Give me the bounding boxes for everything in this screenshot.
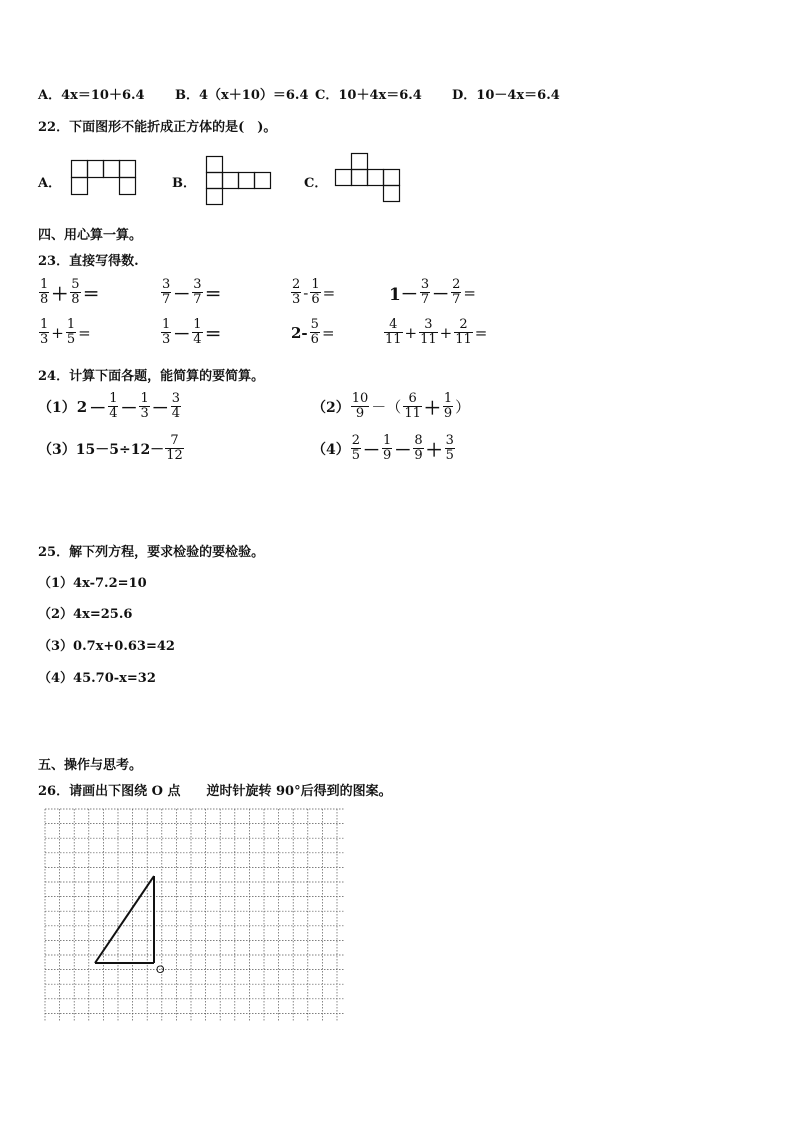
q26-title: 26．请画出下图绕 O 点 逆时针旋转 90°后得到的图案。	[38, 784, 392, 799]
q24-problem-2: （2） $\frac{10}{9}$ －（ $\frac{6}{11}$ ＋ $\frac{1}{9}$ ）	[312, 391, 471, 421]
q24-problem-1: （1） 2 － $\frac{1}{4}$ － $\frac{1}{3}$ － $\frac{3}{4}$	[38, 391, 181, 421]
fraction: $\frac{1}{4}$	[109, 391, 118, 421]
q22-option-c-label: C．	[304, 176, 328, 191]
q22-title: 22．下面图形不能折成正方体的是( )。	[38, 120, 277, 135]
fraction: $\frac{1}{9}$	[443, 391, 453, 421]
q23-item-8: $\frac{4}{11}$ + $\frac{3}{11}$ + $\frac{2}{11}$ =	[385, 317, 488, 347]
point-o-label: O	[156, 964, 165, 976]
q25-equation-4: （4）45.70-x=32	[38, 671, 156, 686]
q23-item-7: 2- $\frac{5}{6}$ =	[291, 317, 335, 347]
q21-option-d: D．10－4x＝6.4	[452, 88, 560, 103]
cube-net-a	[71, 160, 139, 196]
fraction: $\frac{4}{11}$	[385, 317, 402, 347]
section-5-title: 五、操作与思考。	[38, 758, 143, 773]
q25-equation-3: （3）0.7x+0.63=42	[38, 639, 175, 654]
fraction: $\frac{1}{9}$	[383, 433, 392, 463]
q25-equation-1: （1）4x-7.2=10	[38, 576, 147, 591]
fraction: $\frac{3}{11}$	[420, 317, 437, 347]
fraction: $\frac{8}{9}$	[414, 433, 423, 463]
q23-item-5: $\frac{1}{3}$ + $\frac{1}{5}$ =	[40, 317, 91, 347]
fraction: $\frac{3}{5}$	[445, 433, 454, 463]
q25-title: 25．解下列方程，要求检验的要检验。	[38, 545, 265, 560]
q23-item-3: $\frac{2}{3}$ - $\frac{1}{6}$ =	[292, 277, 336, 307]
q23-item-2: $\frac{3}{7}$ － $\frac{3}{7}$ ＝	[162, 277, 222, 307]
fraction: $\frac{2}{3}$	[292, 277, 301, 307]
fraction: $\frac{1}{8}$	[40, 277, 49, 307]
fraction: $\frac{5}{8}$	[71, 277, 80, 307]
q21-option-b: B．4（x＋10）＝6.4	[175, 88, 309, 103]
fraction: $\frac{1}{3}$	[40, 317, 49, 347]
fraction: $\frac{1}{5}$	[66, 317, 76, 347]
q23-item-6: $\frac{1}{3}$ － $\frac{1}{4}$ ＝	[162, 317, 222, 347]
fraction: $\frac{7}{12}$	[166, 433, 183, 463]
triangle-figure	[95, 876, 154, 963]
q21-option-a: A．4x＝10＋6.4	[38, 88, 145, 103]
fraction: $\frac{10}{9}$	[351, 391, 369, 421]
q24-problem-3: （3） 15－5÷12－ $\frac{7}{12}$	[38, 433, 183, 463]
q24-problem-4: （4） $\frac{2}{5}$ － $\frac{1}{9}$ － $\frac{8}{9}$ ＋ $\frac{3}{5}$	[312, 433, 454, 463]
fraction: $\frac{3}{7}$	[162, 277, 171, 307]
fraction: $\frac{1}{3}$	[140, 391, 149, 421]
q23-title: 23．直接写得数.	[38, 254, 139, 269]
fraction: $\frac{2}{5}$	[351, 433, 361, 463]
fraction: $\frac{6}{11}$	[404, 391, 421, 421]
section-4-title: 四、用心算一算。	[38, 228, 143, 243]
q21-option-c: C．10＋4x＝6.4	[315, 88, 422, 103]
fraction: $\frac{2}{7}$	[452, 277, 461, 307]
fraction: $\frac{1}{4}$	[193, 317, 202, 347]
fraction: $\frac{3}{7}$	[420, 277, 430, 307]
q23-item-1: $\frac{1}{8}$ ＋ $\frac{5}{8}$ ＝	[40, 277, 100, 307]
fraction: $\frac{1}{3}$	[162, 317, 171, 347]
q25-equation-2: （2）4x=25.6	[38, 607, 133, 622]
fraction: $\frac{3}{4}$	[171, 391, 181, 421]
fraction: $\frac{1}{6}$	[311, 277, 320, 307]
dotted-grid	[44, 808, 346, 1024]
q23-item-4: 1－ $\frac{3}{7}$ － $\frac{2}{7}$ =	[389, 277, 476, 307]
cube-net-b	[206, 156, 272, 208]
q22-option-a-label: A．	[38, 176, 62, 191]
fraction: $\frac{5}{6}$	[310, 317, 319, 347]
cube-net-c	[335, 153, 403, 205]
fraction: $\frac{2}{11}$	[455, 317, 472, 347]
q22-option-b-label: B．	[172, 176, 196, 191]
q24-title: 24．计算下面各题，能简算的要简算。	[38, 369, 265, 384]
fraction: $\frac{3}{7}$	[193, 277, 202, 307]
